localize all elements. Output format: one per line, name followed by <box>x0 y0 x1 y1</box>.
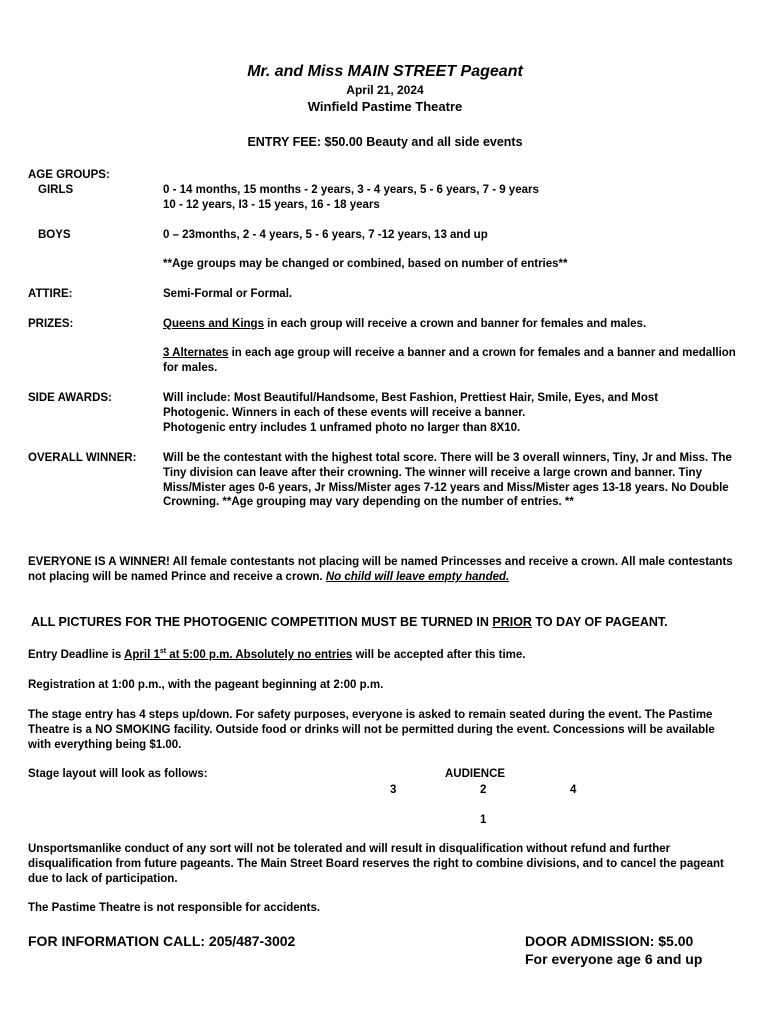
deadline-date <box>124 649 251 661</box>
entry-fee: ENTRY FEE: $50.00 Beauty and all side events <box>247 135 523 149</box>
prizes-alternates-rest: in each age group will receive a banner and a crown for females and a banner and medallion for males. <box>163 347 736 374</box>
everyone-winner-italic: No child will leave empty handed. <box>325 571 510 583</box>
side-awards-label: SIDE AWARDS: <box>28 392 112 404</box>
door-admission: DOOR ADMISSION: $5.00 <box>525 933 694 949</box>
prizes-queens-kings-rest: in each group will receive a crown and banner for females and males. <box>263 318 647 330</box>
event-date: April 21, 2024 <box>346 83 424 97</box>
registration-text: Registration at 1:00 p.m., with the pageant beginning at 2:00 p.m. <box>28 679 384 691</box>
info-call: FOR INFORMATION CALL: 205/487-3002 <box>28 933 296 949</box>
overall-winner-label: OVERALL WINNER: <box>28 452 137 464</box>
stage-audience: AUDIENCE <box>445 768 506 780</box>
photogenic-notice-prior: PRIOR <box>492 615 532 629</box>
deadline-suffix: will be accepted after this time. <box>352 649 526 661</box>
side-awards-description: Will include: Most Beautiful/Handsome, Best Fashion, Prettiest Hair, Smile, Eyes, and Most Photogenic. Winners in each of these events will receive a banner. <box>163 392 659 419</box>
stage-position-3: 3 <box>390 784 397 796</box>
prizes-alternates-underlined: 3 Alternates <box>163 347 229 359</box>
stage-position-1: 1 <box>480 814 487 826</box>
page-title: Mr. and Miss MAIN STREET Pageant <box>247 63 523 80</box>
age-groups-note: **Age groups may be changed or combined, based on number of entries** <box>163 258 568 270</box>
conduct-text: Unsportsmanlike conduct of any sort will not be tolerated and will result in disqualification without refund and further disqualification from future pageants. The Main Street Board reserves the right to combine divisions, and to cancel the pageant due to lack of participation. <box>28 843 724 885</box>
attire-text: Semi-Formal or Formal. <box>163 288 293 300</box>
everyone-winner-text <box>28 555 740 585</box>
prizes-label: PRIZES: <box>28 318 74 330</box>
stage-position-4: 4 <box>570 784 577 796</box>
photogenic-notice-before: ALL PICTURES FOR THE PHOTOGENIC COMPETITION MUST BE TURNED IN <box>31 615 493 629</box>
age-groups-label: AGE GROUPS: <box>28 169 110 181</box>
attire-label: ATTIRE: <box>28 288 73 300</box>
girls-ages-line2: 10 - 12 years, I3 - 15 years, 16 - 18 years <box>163 199 380 211</box>
deadline-prefix: Entry Deadline is <box>28 649 125 661</box>
girls-label: GIRLS <box>38 184 74 196</box>
prizes-queens-kings <box>163 317 748 332</box>
side-awards-text <box>163 391 723 435</box>
photogenic-notice-after: TO DAY OF PAGEANT. <box>531 615 668 629</box>
side-awards-photogenic-note: Photogenic entry includes 1 unframed photo no larger than 8X10. <box>163 421 521 434</box>
stage-position-2: 2 <box>480 784 487 796</box>
deadline-time: at 5:00 p.m. Ab <box>166 649 251 661</box>
door-admission-note: For everyone age 6 and up <box>525 951 703 967</box>
deadline-sup: st <box>159 648 167 656</box>
prizes-alternates <box>163 346 748 376</box>
boys-ages: 0 – 23months, 2 - 4 years, 5 - 6 years, 7 -12 years, 13 and up <box>163 229 488 241</box>
boys-label: BOYS <box>38 229 71 241</box>
prizes-queens-kings-underlined: Queens and Kings <box>163 318 264 330</box>
deadline-month: April 1 <box>124 649 160 661</box>
stage-entry-text: The stage entry has 4 steps up/down. For safety purposes, everyone is asked to remain seated during the event. The Pastime Theatre is a NO SMOKING facility. Outside food or drinks will not be permitted during the event. Concessions will be available with everything being $1.00. <box>28 709 715 751</box>
girls-ages-line1: 0 - 14 months, 15 months - 2 years, 3 - 4 years, 5 - 6 years, 7 - 9 years <box>163 184 539 196</box>
overall-winner-text: Will be the contestant with the highest total score. There will be 3 overall winners, Tiny, Jr and Miss. The Tiny division can leave after their crowning. The winner will receive a large crown and banner. Tiny Miss/Mister ages 0-6 years, Jr Miss/Mister ages 7-12 years and Miss/Mister ages 13-18 years. No Double Crowning. **Age grouping may vary depending on the number of entries. ** <box>163 452 732 509</box>
disclaimer-text: The Pastime Theatre is not responsible for accidents. <box>28 902 321 914</box>
deadline-underlined: solutely no entries <box>250 649 353 661</box>
photogenic-notice <box>31 614 743 630</box>
entry-deadline <box>28 648 740 663</box>
stage-layout-label: Stage layout will look as follows: <box>28 768 208 780</box>
event-venue: Winfield Pastime Theatre <box>307 99 463 114</box>
everyone-winner-body: EVERYONE IS A WINNER! All female contestants not placing will be named Princesses and receive a crown. All male contestants not placing will be named Prince and receive a crown. <box>28 556 733 583</box>
